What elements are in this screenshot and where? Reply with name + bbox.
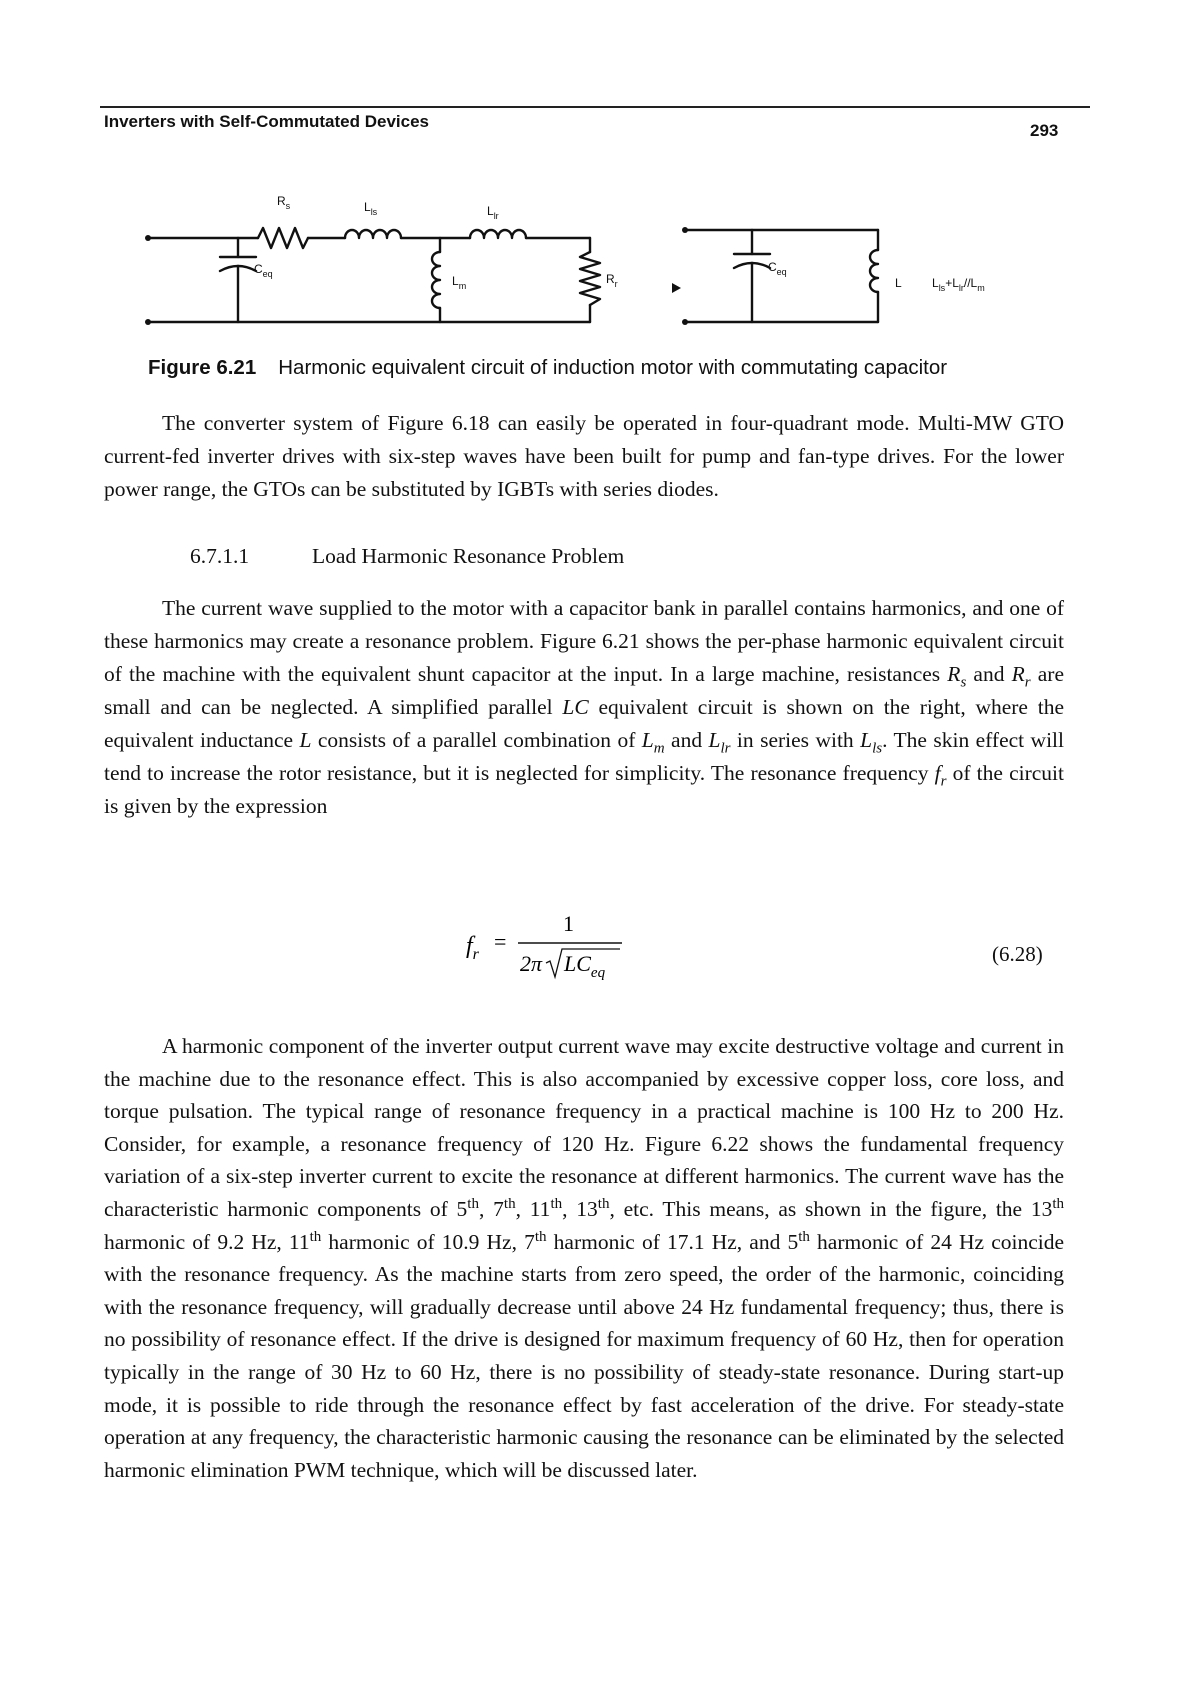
label-l-definition: $L_{ls}+L_{lr}//L_m$	[932, 276, 985, 293]
terminal-dot	[145, 235, 151, 241]
inductor-lm	[432, 252, 440, 308]
label-ceq-right: $C_{eq}$	[768, 260, 787, 277]
equation-number: (6.28)	[992, 942, 1043, 966]
terminal-dot	[682, 319, 688, 325]
resistor-rs	[258, 228, 308, 248]
resistor-rr	[580, 252, 600, 305]
terminal-dot	[682, 227, 688, 233]
figure-number: Figure 6.21	[148, 356, 257, 379]
paragraph-2: The current wave supplied to the motor with a capacitor bank in parallel contains harmonics, and one of these harmonics may create a resonance problem. Figure 6.21 shows the per-phase harmonic equivalent circuit of the machine with the equivalent shunt capacitor at the input. In a large machine, resistances $R_s$ and $R_r$ are small and can be neglected. A simplified parallel LC equivalent circuit is shown on the right, where the equivalent inductance L consists of a parallel combination of $L_m$ and $L_{lr}$ in series with $L_{ls}$. The skin effect will tend to increase the rotor resistance, but it is neglected for simplicity. The resonance frequency $f_r$ of the circuit is given by the expression	[104, 596, 1065, 818]
label-rs: $R_s$	[277, 195, 291, 211]
subsection-number: 6.7.1.1	[190, 544, 250, 568]
subsection-title: Load Harmonic Resonance Problem	[312, 544, 625, 568]
equation-6-28	[460, 905, 670, 985]
eq-equals: =	[494, 929, 507, 954]
label-l: L	[895, 276, 902, 290]
inductor-llr	[470, 230, 526, 238]
label-lm: $L_m$	[452, 274, 467, 291]
figure-caption	[148, 356, 947, 380]
header-rule	[100, 106, 1090, 108]
eq-lhs: $f_r$	[466, 933, 479, 963]
inductor-l	[870, 250, 878, 292]
label-llr: $L_{lr}$	[487, 204, 499, 221]
label-lls: $L_{ls}$	[364, 200, 378, 217]
eq-radicand: $LC_{eq}$	[564, 951, 606, 981]
circuit-diagram	[140, 195, 1040, 355]
label-rr: $R_r$	[606, 272, 618, 289]
label-ceq: $C_{eq}$	[254, 262, 273, 279]
page-number: 293	[1030, 121, 1059, 140]
arrow-icon	[672, 283, 681, 293]
running-head: Inverters with Self-Commutated Devices	[104, 112, 429, 131]
terminal-dot	[145, 319, 151, 325]
eq-denominator-prefix: 2π	[520, 951, 543, 976]
caption-text: Harmonic equivalent circuit of induction motor with commutating capacitor	[278, 356, 948, 379]
paragraph-3: A harmonic component of the inverter output current wave may excite destructive voltage and current in the machine due to the resonance effect. This is also accompanied by excessive copper loss, core loss, and torque pulsation. The typical range of resonance frequency in a practical machine is 100 Hz to 200 Hz. Consider, for example, a resonance frequency of 120 Hz. Figure 6.22 shows the fundamental frequency variation of a six-step inverter current to excite the resonance at different harmonics. The current wave has the characteristic harmonic components of 5th, 7th, 11th, 13th, etc. This means, as shown in the figure, the 13th harmonic of 9.2 Hz, 11th harmonic of 10.9 Hz, 7th harmonic of 17.1 Hz, and 5th harmonic of 24 Hz coincide with the resonance frequency. As the machine starts from zero speed, the order of the harmonic, coinciding with the resonance frequency, will gradually decrease until above 24 Hz fundamental frequency; thus, there is no possibility of resonance effect. If the drive is designed for maximum frequency of 60 Hz, then for operation typically in the range of 30 Hz to 60 Hz, there is no possibility of steady-state resonance. During start-up mode, it is possible to ride through the resonance effect by fast acceleration of the drive. For steady-state operation at any frequency, the characteristic harmonic causing the resonance can be eliminated by the selected harmonic elimination PWM technique, which will be discussed later.	[104, 1034, 1065, 1482]
eq-numerator: 1	[563, 911, 574, 936]
paragraph-1: The converter system of Figure 6.18 can easily be operated in four-quadrant mode. Multi-MW GTO current-fed inverter drives with six-step waves have been built for pump and fan-type drives. For the lower power range, the GTOs can be substituted by IGBTs with series diodes.	[104, 411, 1064, 501]
inductor-lls	[345, 230, 401, 238]
